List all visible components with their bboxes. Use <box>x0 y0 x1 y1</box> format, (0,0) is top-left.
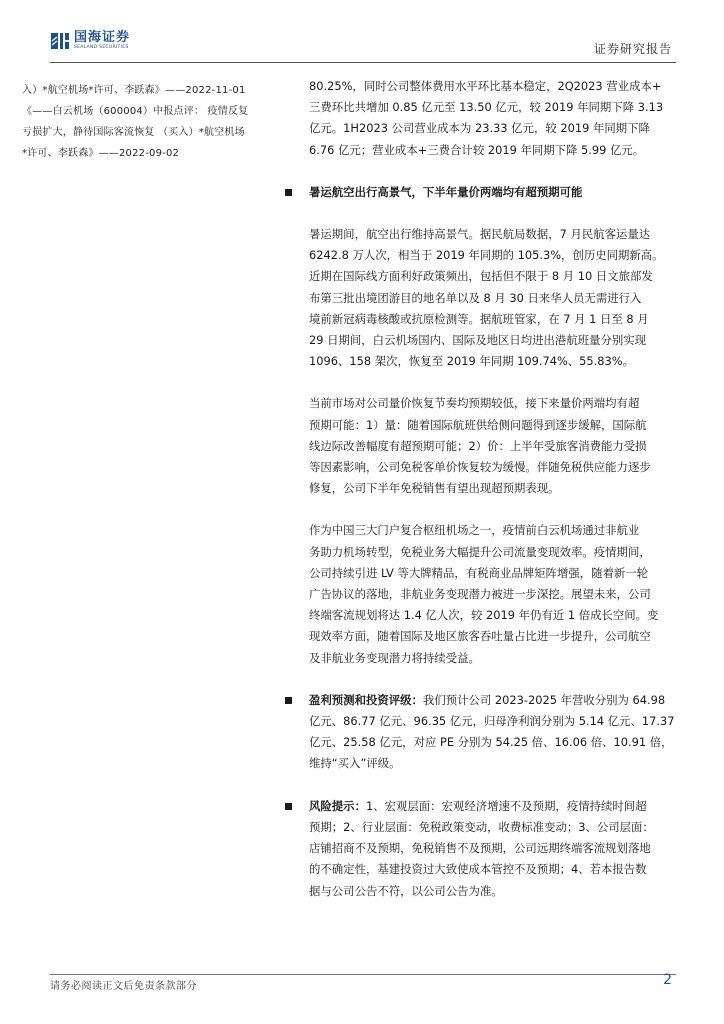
main-content <box>309 76 687 902</box>
text-line: 作为中国三大门户复合枢纽机场之一，疫情前白云机场通过非航业 <box>309 523 640 538</box>
text-line: 境前新冠病毒核酸或抗原检测等。据航班管家，在 7 月 1 日至 8 月 <box>309 311 649 326</box>
text-line: 现效率方面，随着国际及地区旅客吞吐量占比进一步提升，公司航空 <box>309 629 651 644</box>
text-line: 预期可能：1）量：随着国际航班供给侧问题得到逐步缓解，国际航 <box>309 417 647 432</box>
company-logo <box>50 30 130 52</box>
risk-label: 风险提示： <box>309 798 366 813</box>
text-line: 及非航业务变现潜力将持续受益。 <box>309 650 480 665</box>
text-line: 亿元、25.58 亿元，对应 PE 分别为 54.25 倍、16.06 倍、10.91 倍， <box>309 735 673 750</box>
section-title: 暑运航空出行高景气，下半年量价两端均有超预期可能 <box>309 184 583 199</box>
risk-text: 1、宏观层面：宏观经济增速不及预期，疫情持续时间超 <box>365 798 647 813</box>
sealand-logo-icon <box>50 31 70 51</box>
section-paragraph <box>309 520 687 668</box>
forecast-label: 盈利预测和投资评级： <box>309 692 423 707</box>
related-reports-sidebar <box>22 80 272 164</box>
text-line <box>309 796 687 817</box>
page-number: 2 <box>663 972 672 988</box>
text-line: 修复，公司下半年免税销售有望出现超预期表现。 <box>309 481 560 496</box>
report-type-label: 证券研究报告 <box>593 42 672 56</box>
text-line: 暑运期间，航空出行维持高景气。据民航局数据，7 月民航客运量达 <box>309 227 651 242</box>
text-line: 80.25%，同时公司整体费用水平环比基本稳定，2Q2023 营业成本+ <box>309 79 662 93</box>
forecast-text: 我们预计公司 2023-2025 年营收分别为 64.98 <box>422 692 666 707</box>
section-paragraph <box>309 224 687 372</box>
text-line: 当前市场对公司量价恢复节奏均预期较低，接下来量价两端均有超 <box>309 396 640 411</box>
text-line: 三费环比共增加 0.85 亿元至 13.50 亿元，较 2019 年同期下降 3.13 <box>309 100 664 115</box>
text-line: 广告协议的落地，非航业务变现潜力被进一步深挖。展望未来，公司 <box>309 587 651 602</box>
text-line: 亿元。1H2023 公司营业成本为 23.33 亿元，较 2019 年同期下降 <box>309 121 650 136</box>
text-line: 布第三批出境团游目的地名单以及 8 月 30 日来华人员无需进行入 <box>309 290 642 305</box>
sidebar-line: 亏损扩大，静待国际客流恢复 （买入）*航空机场 <box>22 127 245 138</box>
text-line <box>309 690 687 711</box>
text-line: 1096、158 架次，恢复至 2019 年同期 109.74%、55.83%。 <box>309 354 635 369</box>
text-line: 近期在国际线方面利好政策频出，包括但不限于 8 月 10 日文旅部发 <box>309 269 653 284</box>
text-line: 亿元、86.77 亿元、96.35 亿元，归母净利润分别为 5.14 亿元、17.37 <box>309 714 675 729</box>
section-heading <box>309 182 687 203</box>
text-line: 预期；2、行业层面：免税政策变动，收费标准变动；3、公司层面： <box>309 819 654 834</box>
text-line: 等因素影响，公司免税客单价恢复较为缓慢。伴随免税供应能力逐步 <box>309 460 651 475</box>
text-line: 据与公司公告不符，以公司公告为准。 <box>309 883 503 898</box>
earnings-forecast-paragraph <box>309 690 687 775</box>
sidebar-line: 《——白云机场（600004）中报点评： 疫情反复 <box>22 106 249 117</box>
text-line: 终端客流规划将达 1.4 亿人次，较 2019 年仍有近 1 倍成长空间。变 <box>309 608 659 623</box>
section-paragraph <box>309 393 687 499</box>
header-divider <box>50 62 676 63</box>
footer-divider <box>50 974 676 975</box>
logo-english-name: SEALAND SECURITIES <box>74 45 129 50</box>
text-line: 维持“买入”评级。 <box>309 756 401 771</box>
sidebar-line: 入）*航空机场*许可、李跃森》——2022-11-01 <box>22 85 246 96</box>
page-header <box>0 0 724 64</box>
risk-warning-paragraph <box>309 796 687 902</box>
square-bullet-icon <box>285 189 292 196</box>
sidebar-line: *许可、李跃森》——2022-09-02 <box>22 148 180 159</box>
text-line: 6242.8 万人次，相当于 2019 年同期的 105.3%，创历史同期新高。 <box>309 248 664 263</box>
intro-paragraph <box>309 76 687 161</box>
text-line: 务助力机场转型，免税业务大幅提升公司流量变现效率。疫情期间， <box>309 544 651 559</box>
text-line: 29 日期间，白云机场国内、国际及地区日均进出港航班量分别实现 <box>309 333 647 348</box>
text-line: 的不确定性，基建投资过大致使成本管控不及预期；4、若本报告数 <box>309 862 647 877</box>
text-line: 公司持续引进 LV 等大牌精品，有税商业品牌矩阵增强，随着新一轮 <box>309 565 649 580</box>
text-line: 店铺招商不及预期，免税销售不及预期，公司远期终端客流规划落地 <box>309 841 651 856</box>
footer-disclaimer: 请务必阅读正文后免责条款部分 <box>50 981 197 992</box>
square-bullet-icon <box>285 697 292 704</box>
text-line: 6.76 亿元；营业成本+三费合计较 2019 年同期下降 5.99 亿元。 <box>309 142 645 157</box>
square-bullet-icon <box>285 803 292 810</box>
logo-chinese-name: 国海证券 <box>74 30 131 45</box>
text-line: 线边际改善幅度有超预期可能；2）价：上半年受旅客消费能力受损 <box>309 438 647 453</box>
